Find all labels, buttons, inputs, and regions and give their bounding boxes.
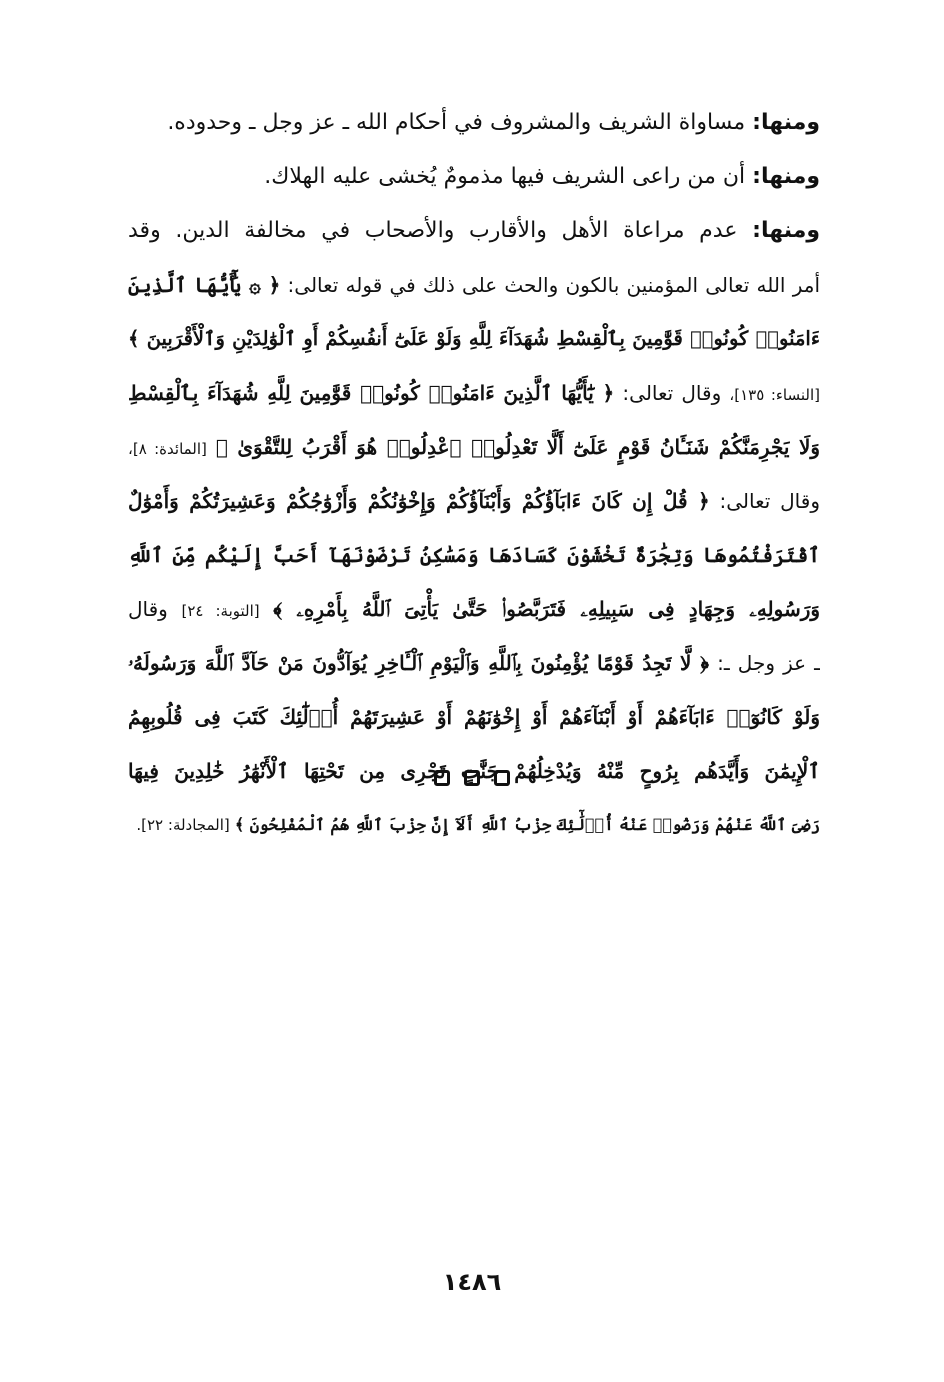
quran-verse: رَضِىَ ٱللَّهُ عَنْهُمْ وَرَضُوا۟ عَنْهُ أُو۟لَٰٓئِكَ حِزْبُ ٱللَّهِ أَلَآ إِنَّ حِزْبَ ٱللَّهِ هُمُ ٱلْمُفْلِحُونَ ﴾: [234, 815, 820, 834]
verse-reference: [المجادلة: ٢٢].: [136, 816, 230, 834]
separator-square-icon: [494, 770, 510, 786]
quran-verse: ٱقْتَرَفْتُمُوهَا وَتِجَٰرَةٌ تَخْشَوْنَ كَسَادَهَا وَمَسَٰكِنُ تَرْضَوْنَهَآ أَحَبَّ إِلَيْكُم مِّنَ ٱللَّهِ: [128, 543, 820, 567]
quran-verse: ٱلْإِيمَٰنَ وَأَيَّدَهُم بِرُوحٍ مِّنْهُ وَيُدْخِلُهُمْ جَنَّٰتٍ تَجْرِى مِن تَحْتِهَا ٱلْأَنْهَٰرُ خَٰلِدِينَ فِيهَا: [128, 759, 820, 783]
quran-verse: وَلَا يَجْرِمَنَّكُمْ شَنَـَٔانُ قَوْمٍ عَلَىٰٓ أَلَّا تَعْدِلُوا۟ ٱعْدِلُوا۟ هُوَ أَقْرَبُ لِلتَّقْوَىٰ ﴾: [215, 435, 820, 459]
paragraph-text: وقال: [128, 597, 168, 621]
text-line: [128, 204, 820, 258]
paragraph-disregard: [128, 204, 820, 852]
paragraph-equality: [128, 96, 820, 150]
quran-verse: ﴿ قُلْ إِن كَانَ ءَابَآؤُكُمْ وَأَبْنَآؤُكُمْ وَإِخْوَٰنُكُمْ وَأَزْوَٰجُكُمْ وَعَشِيرَتُكُمْ وَأَمْوَٰلٌ: [128, 489, 710, 513]
text-line: [128, 258, 820, 312]
page-number: ١٤٨٦: [442, 1268, 502, 1296]
paragraph-text: وقال تعالى:: [719, 489, 820, 513]
paragraph-text: أن من راعى الشريف فيها مذمومٌ يُخشى عليه الهلاك.: [264, 164, 746, 189]
separator-square-icon: [464, 770, 480, 786]
text-line: [128, 798, 820, 852]
text-line: [128, 420, 820, 474]
quran-verse: ﴿ ۞ يَٰٓأَيُّهَا ٱلَّذِينَ: [128, 273, 281, 297]
page-body: [128, 96, 820, 852]
paragraph-blame: [128, 150, 820, 204]
quran-verse: ﴿ يَٰٓأَيُّهَا ٱلَّذِينَ ءَامَنُوا۟ كُونُوا۟ قَوَّٰمِينَ لِلَّهِ شُهَدَآءَ بِٱلْقِسْطِ: [128, 381, 615, 405]
text-line: [128, 636, 820, 690]
paragraph-label: ومنها:: [752, 164, 820, 189]
text-line: [128, 366, 820, 420]
text-line: [128, 690, 820, 744]
quran-verse: ﴿ لَّا تَجِدُ قَوْمًا يُؤْمِنُونَ بِٱللَّهِ وَٱلْيَوْمِ ٱلْـَٔاخِرِ يُوَآدُّونَ مَنْ حَآدَّ ٱللَّهَ وَرَسُولَهُۥ: [128, 651, 709, 675]
quran-verse: ءَامَنُوا۟ كُونُوا۟ قَوَّٰمِينَ بِٱلْقِسْطِ شُهَدَآءَ لِلَّهِ وَلَوْ عَلَىٰٓ أَنفُسِكُمْ أَوِ ٱلْوَٰلِدَيْنِ وَٱلْأَقْرَبِينَ ﴾: [128, 327, 820, 350]
paragraph-text: ـ عز وجل ـ:: [717, 651, 820, 675]
paragraph-label: ومنها:: [752, 110, 820, 135]
quran-verse: وَرَسُولِهِۦ وَجِهَادٍ فِى سَبِيلِهِۦ فَتَرَبَّصُوا۟ حَتَّىٰ يَأْتِىَ ٱللَّهُ بِأَمْرِهِۦ ﴾: [273, 597, 820, 621]
text-line: [128, 528, 820, 582]
paragraph-text: وقال تعالى:: [622, 381, 722, 405]
text-line: [128, 474, 820, 528]
paragraph-text: عدم مراعاة الأهل والأقارب والأصحاب في مخالفة الدين. وقد: [128, 218, 738, 243]
verse-reference: [النساء: ١٣٥]،: [729, 386, 820, 404]
verse-reference: [المائدة: ٨]،: [128, 440, 207, 458]
paragraph-text: أمر الله تعالى المؤمنين بالكون والحث على ذلك في قوله تعالى:: [287, 273, 820, 297]
separator-square-icon: [434, 770, 450, 786]
paragraph-label: ومنها:: [752, 218, 820, 243]
text-line: [128, 312, 820, 366]
section-separator: [0, 770, 944, 786]
paragraph-text: مساواة الشريف والمشروف في أحكام الله ـ عز وجل ـ وحدوده.: [167, 110, 746, 135]
text-line: [128, 582, 820, 636]
verse-reference: [التوبة: ٢٤]: [181, 602, 260, 620]
quran-verse: وَلَوْ كَانُوٓا۟ ءَابَآءَهُمْ أَوْ أَبْنَآءَهُمْ أَوْ إِخْوَٰنَهُمْ أَوْ عَشِيرَتَهُمْ أُو۟لَٰٓئِكَ كَتَبَ فِى قُلُوبِهِمُ: [128, 705, 820, 729]
